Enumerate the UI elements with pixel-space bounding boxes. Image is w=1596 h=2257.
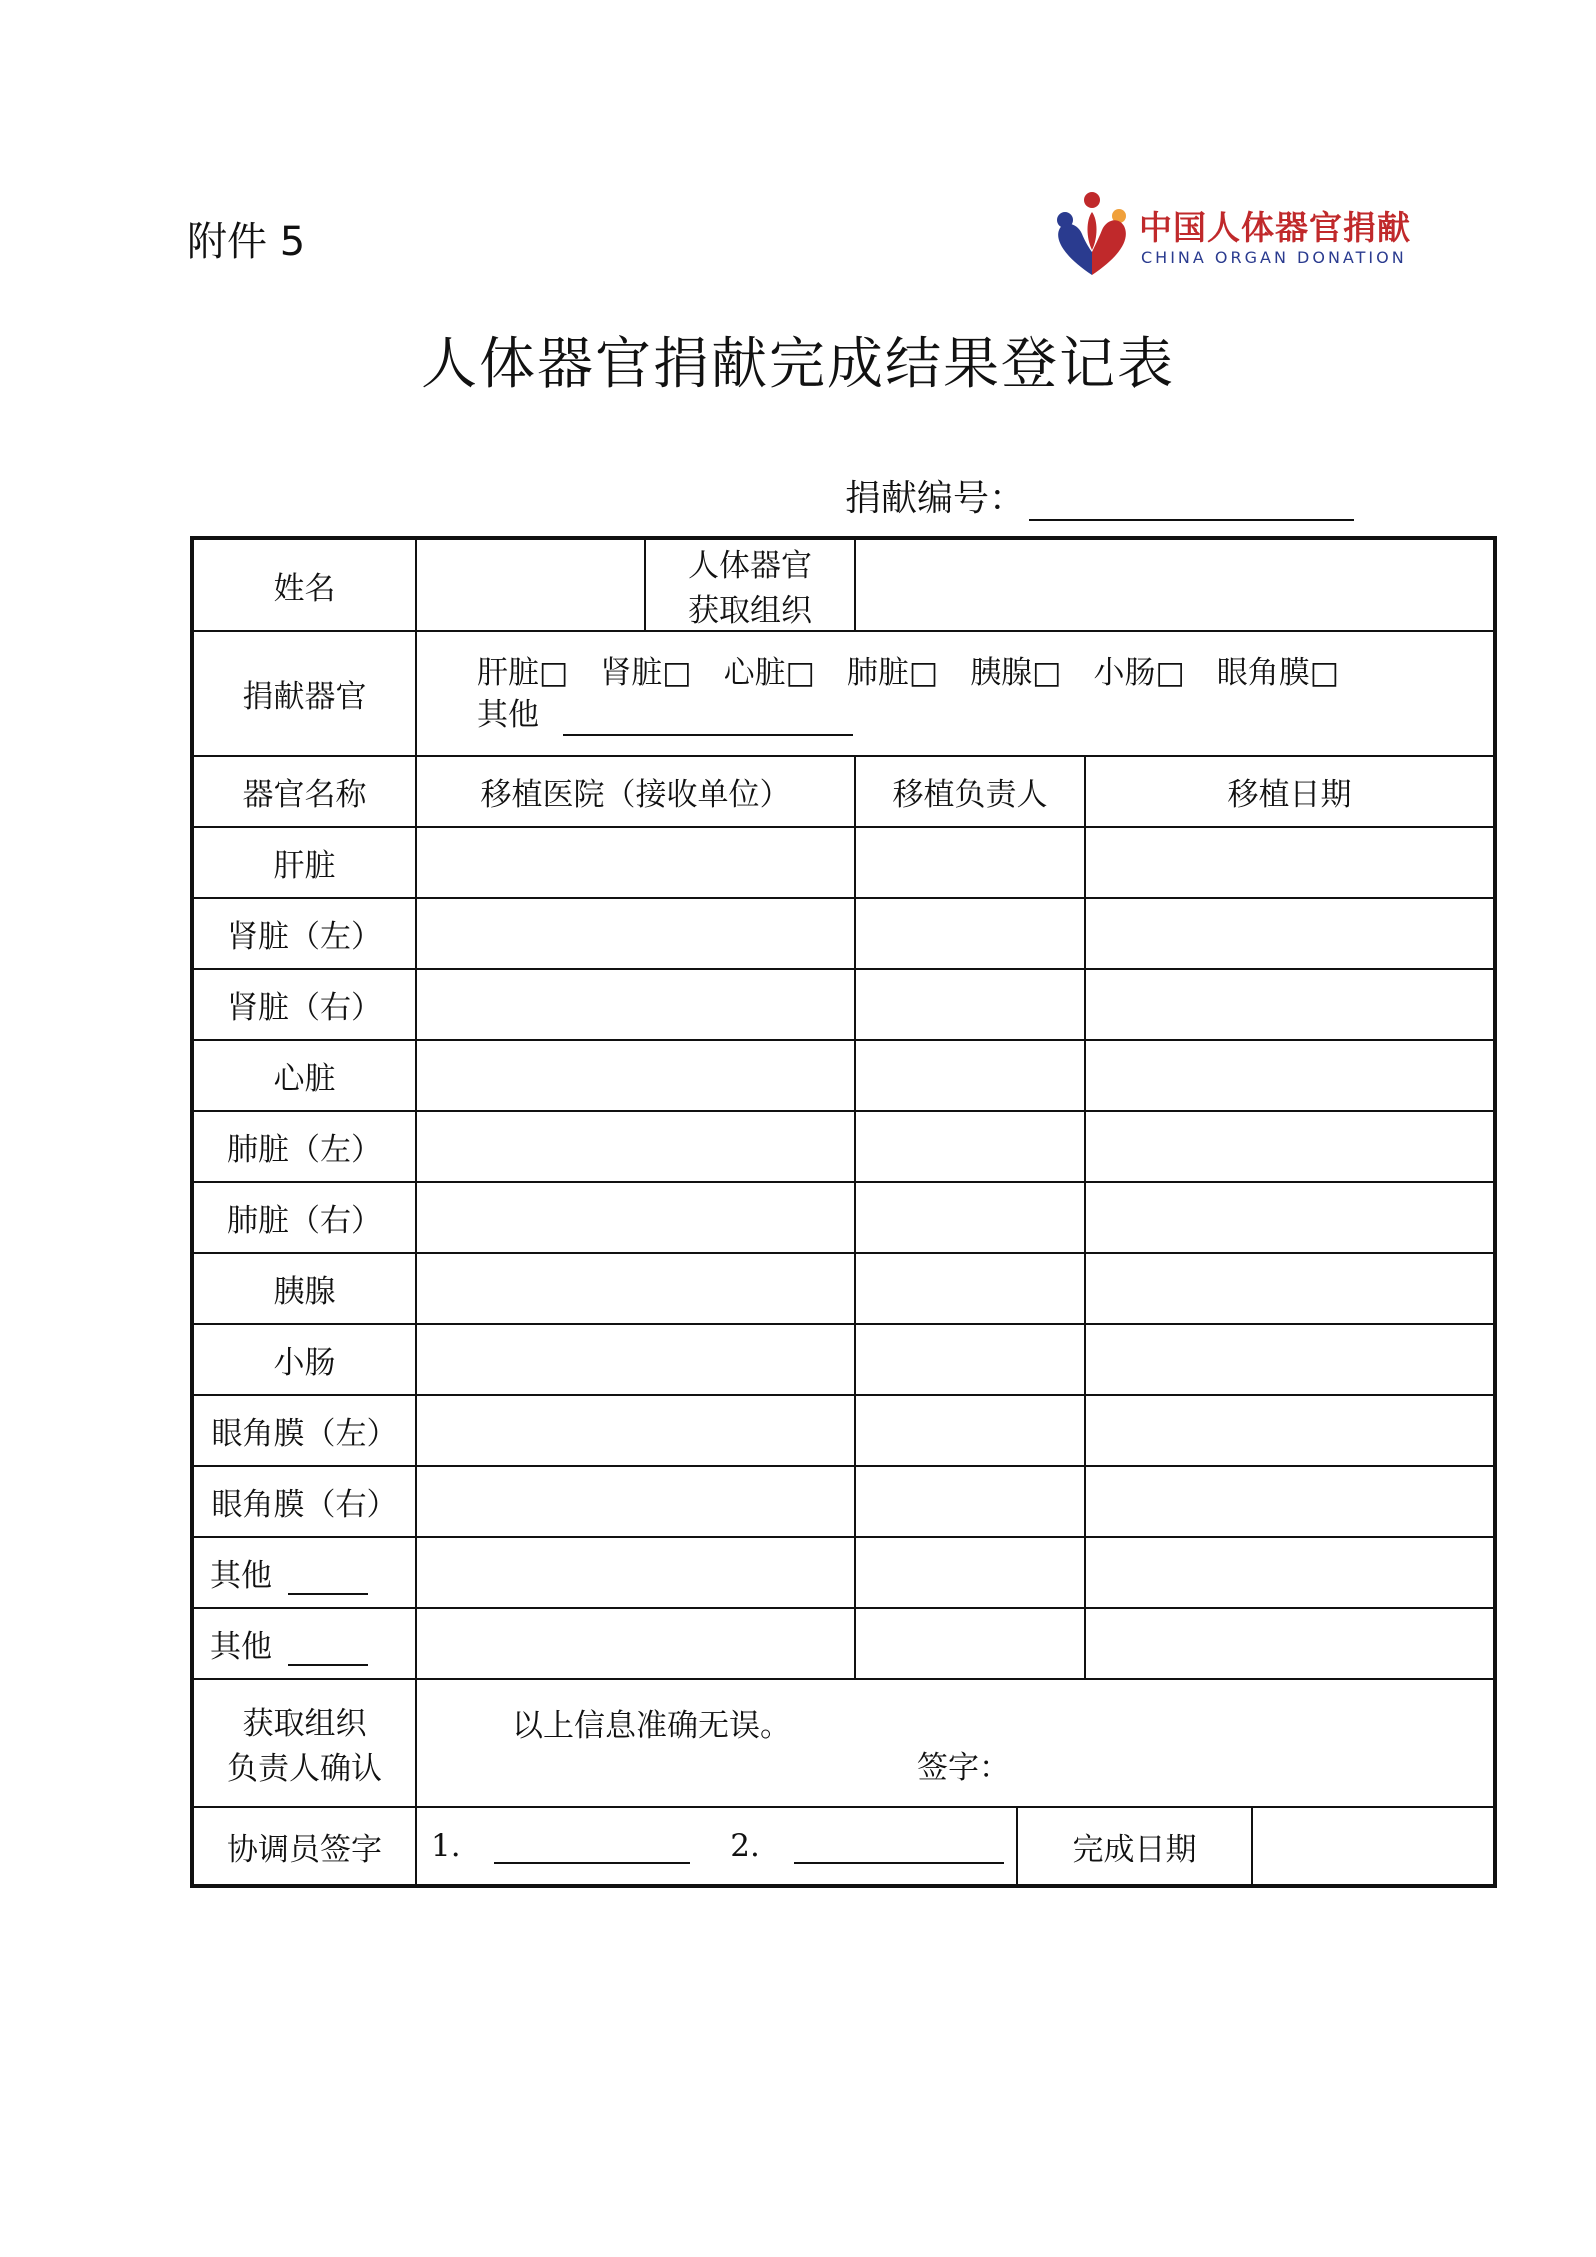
other-organ-label: 其他 (477, 696, 539, 733)
procurement-confirm-label-line2: 负责人确认 (227, 1751, 382, 1787)
procurement-confirm-label (192, 1679, 416, 1807)
organ-name: 肾脏（左） (227, 919, 382, 955)
organ-option-checkbox[interactable]: 胰腺□ (970, 654, 1062, 691)
transplant-lead-cell[interactable] (855, 1324, 1085, 1395)
coordinator-2-number: 2. (730, 1828, 760, 1864)
transplant-hospital-cell[interactable] (416, 827, 855, 898)
organ-name: 胰腺 (273, 1274, 336, 1310)
procurement-confirm-area[interactable] (416, 1679, 1495, 1807)
transplant-lead-cell[interactable] (855, 827, 1085, 898)
transplant-date-cell[interactable] (1085, 1182, 1495, 1253)
column-header: 移植负责人 (855, 756, 1085, 827)
procurement-org-label-line2: 获取组织 (688, 593, 812, 629)
transplant-hospital-cell[interactable] (416, 1111, 855, 1182)
registration-table (190, 536, 1497, 1888)
confirm-statement: 以上信息准确无误。 (512, 1708, 791, 1744)
organ-name-cell (192, 898, 416, 969)
coordinator-1-field[interactable] (494, 1832, 690, 1864)
transplant-hospital-cell[interactable] (416, 1253, 855, 1324)
organ-name: 其他 (210, 1629, 272, 1665)
transplant-date-cell[interactable] (1085, 898, 1495, 969)
procurement-org-label (645, 538, 855, 631)
organ-name-cell (192, 1395, 416, 1466)
table-row (192, 898, 1495, 969)
transplant-date-cell[interactable] (1085, 969, 1495, 1040)
other-organ-field[interactable] (563, 704, 853, 736)
organ-name-cell (192, 1608, 416, 1679)
organ-name-cell (192, 969, 416, 1040)
organ-name-cell (192, 1537, 416, 1608)
transplant-lead-cell[interactable] (855, 969, 1085, 1040)
organ-option-checkbox[interactable]: 心脏□ (723, 654, 815, 691)
donated-organs-label: 捐献器官 (192, 631, 416, 756)
transplant-hospital-cell[interactable] (416, 1182, 855, 1253)
organ-name: 眼角膜（左） (211, 1416, 398, 1452)
donation-number-field[interactable] (1029, 481, 1354, 521)
organ-name: 眼角膜（右） (211, 1487, 398, 1523)
organ-name: 肺脏（右） (227, 1203, 382, 1239)
organ-option-checkbox[interactable]: 肺脏□ (846, 654, 939, 691)
table-row (192, 969, 1495, 1040)
logo-english-text: CHINA ORGAN DONATION (1141, 248, 1407, 267)
column-header: 器官名称 (192, 756, 416, 827)
other-organ-blank[interactable] (288, 1563, 368, 1595)
completion-date-label: 完成日期 (1017, 1807, 1252, 1886)
transplant-date-cell[interactable] (1085, 1111, 1495, 1182)
transplant-hospital-cell[interactable] (416, 1040, 855, 1111)
transplant-lead-cell[interactable] (855, 1608, 1085, 1679)
organ-name-cell (192, 1111, 416, 1182)
organ-name-cell (192, 1466, 416, 1537)
organ-donation-logo (1052, 190, 1412, 280)
column-header: 移植医院（接收单位） (416, 756, 855, 827)
transplant-hospital-cell[interactable] (416, 1395, 855, 1466)
organ-name-cell (192, 1324, 416, 1395)
transplant-date-cell[interactable] (1085, 1537, 1495, 1608)
transplant-hospital-cell[interactable] (416, 1537, 855, 1608)
coordinator-signatures (416, 1807, 1017, 1886)
organ-name-cell (192, 827, 416, 898)
table-row (192, 1040, 1495, 1111)
table-row (192, 1608, 1495, 1679)
table-row (192, 1324, 1495, 1395)
table-row (192, 1537, 1495, 1608)
transplant-date-cell[interactable] (1085, 1395, 1495, 1466)
table-row (192, 1466, 1495, 1537)
coordinator-signature-label: 协调员签字 (192, 1807, 416, 1886)
transplant-date-cell[interactable] (1085, 1253, 1495, 1324)
organ-name: 其他 (210, 1558, 272, 1594)
heart-people-icon (1052, 190, 1132, 280)
other-organ-blank[interactable] (288, 1634, 368, 1666)
procurement-org-label-line1: 人体器官 (688, 548, 812, 584)
organ-name-cell (192, 1040, 416, 1111)
organ-name: 肺脏（左） (227, 1132, 382, 1168)
transplant-hospital-cell[interactable] (416, 1466, 855, 1537)
page-title: 人体器官捐献完成结果登记表 (421, 332, 1175, 397)
name-field[interactable] (416, 538, 645, 631)
completion-date-field[interactable] (1252, 1807, 1495, 1886)
transplant-date-cell[interactable] (1085, 1608, 1495, 1679)
procurement-confirm-label-line1: 获取组织 (242, 1706, 367, 1742)
table-row (192, 1182, 1495, 1253)
procurement-org-field[interactable] (855, 538, 1495, 631)
table-row (192, 1253, 1495, 1324)
transplant-date-cell[interactable] (1085, 1324, 1495, 1395)
transplant-date-cell[interactable] (1085, 1040, 1495, 1111)
transplant-date-cell[interactable] (1085, 827, 1495, 898)
transplant-date-cell[interactable] (1085, 1466, 1495, 1537)
signature-label: 签字： (917, 1750, 1010, 1786)
organ-option-checkbox[interactable]: 眼角膜□ (1216, 654, 1340, 691)
table-row (192, 1111, 1495, 1182)
logo-chinese-text: 中国人体器官捐献 (1139, 208, 1411, 247)
name-label: 姓名 (192, 538, 416, 631)
organ-name: 肝脏 (273, 848, 336, 884)
table-row (192, 827, 1495, 898)
donation-number-label: 捐献编号： (845, 478, 1026, 519)
donated-organs-options (416, 631, 1495, 756)
coordinator-2-field[interactable] (794, 1832, 1004, 1864)
transplant-lead-cell[interactable] (855, 1253, 1085, 1324)
organ-name: 小肠 (273, 1345, 336, 1381)
coordinator-1-number: 1. (431, 1828, 461, 1864)
organ-name: 心脏 (273, 1061, 336, 1097)
transplant-lead-cell[interactable] (855, 1395, 1085, 1466)
transplant-hospital-cell[interactable] (416, 969, 855, 1040)
organ-name-cell (192, 1253, 416, 1324)
transplant-lead-cell[interactable] (855, 1111, 1085, 1182)
organ-name-cell (192, 1182, 416, 1253)
transplant-lead-cell[interactable] (855, 1040, 1085, 1111)
organ-option-list (417, 652, 1493, 694)
transplant-lead-cell[interactable] (855, 1537, 1085, 1608)
transplant-lead-cell[interactable] (855, 1182, 1085, 1253)
donation-number (845, 470, 1354, 521)
transplant-hospital-cell[interactable] (416, 898, 855, 969)
organ-name: 肾脏（右） (227, 990, 382, 1026)
transplant-lead-cell[interactable] (855, 898, 1085, 969)
organ-option-checkbox[interactable]: 肝脏□ (477, 654, 569, 691)
transplant-lead-cell[interactable] (855, 1466, 1085, 1537)
transplant-hospital-cell[interactable] (416, 1608, 855, 1679)
organ-option-checkbox[interactable]: 小肠□ (1093, 654, 1185, 691)
attachment-label: 附件 5 (187, 219, 306, 265)
column-header: 移植日期 (1085, 756, 1495, 827)
organ-option-checkbox[interactable]: 肾脏□ (600, 654, 692, 691)
transplant-hospital-cell[interactable] (416, 1324, 855, 1395)
table-row (192, 1395, 1495, 1466)
